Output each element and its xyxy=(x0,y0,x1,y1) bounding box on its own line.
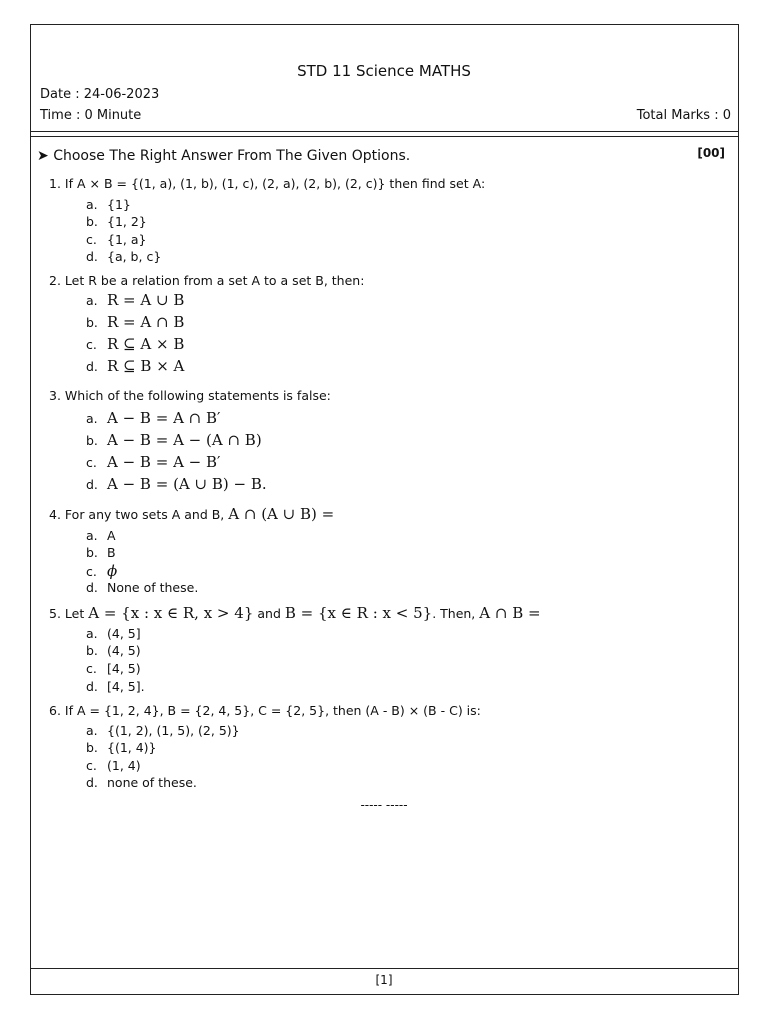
option xyxy=(86,313,184,331)
option-letter: c. xyxy=(86,455,97,470)
option-text: [4, 5]. xyxy=(107,679,145,694)
option xyxy=(86,626,141,641)
option-letter: c. xyxy=(86,337,97,352)
option xyxy=(86,580,198,595)
option-letter: c. xyxy=(86,661,97,676)
arrow-icon: ➤ xyxy=(37,148,49,164)
option-text: {a, b, c} xyxy=(107,249,162,264)
option xyxy=(86,335,184,353)
question-number: 6. xyxy=(49,703,61,718)
option xyxy=(86,232,146,247)
option-text: [4, 5) xyxy=(107,661,141,676)
footer-divider xyxy=(31,968,738,969)
option xyxy=(86,357,184,375)
question-number: 5. xyxy=(49,606,61,621)
option-text: (1, 4) xyxy=(107,758,141,773)
option-letter: b. xyxy=(86,433,98,448)
option xyxy=(86,758,141,773)
option-letter: d. xyxy=(86,359,98,374)
question-5 xyxy=(49,604,541,622)
option-letter: a. xyxy=(86,411,98,426)
section-marks: [00] xyxy=(697,146,725,160)
option xyxy=(86,562,117,580)
option-text: A − B = A − B′ xyxy=(107,453,221,471)
option-letter: d. xyxy=(86,249,98,264)
option xyxy=(86,409,220,427)
section-heading-text: Choose The Right Answer From The Given Options. xyxy=(53,148,411,164)
question-text: Which of the following statements is false: xyxy=(64,388,331,403)
option-text: (4, 5] xyxy=(107,626,141,641)
option-letter: a. xyxy=(86,723,98,738)
paper-title: STD 11 Science MATHS xyxy=(297,62,471,80)
question-math: B = {x ∈ R : x < 5} xyxy=(284,604,433,622)
option xyxy=(86,775,197,790)
end-marker: ----- ----- xyxy=(360,798,408,812)
option xyxy=(86,431,262,449)
option xyxy=(86,643,141,658)
question-text-part: . Then, xyxy=(432,606,476,621)
question-math: A = {x : x ∈ R, x > 4} xyxy=(88,604,254,622)
question-text: If A × B = {(1, a), (1, b), (1, c), (2, a), (2, b), (2, c)} then find set A: xyxy=(64,176,486,191)
option-letter: b. xyxy=(86,214,98,229)
option-letter: c. xyxy=(86,564,97,579)
option xyxy=(86,679,145,694)
header-divider-top xyxy=(31,131,738,132)
option-letter: d. xyxy=(86,679,98,694)
option-letter: c. xyxy=(86,758,97,773)
question-number: 4. xyxy=(49,507,61,522)
question-text-part: Let xyxy=(64,606,85,621)
option-text: R ⊆ A × B xyxy=(107,335,185,353)
option xyxy=(86,528,116,543)
option-text: None of these. xyxy=(107,580,199,595)
question-2 xyxy=(49,273,364,288)
option xyxy=(86,740,157,755)
option xyxy=(86,475,267,493)
question-4 xyxy=(49,505,334,523)
option-letter: a. xyxy=(86,528,98,543)
question-math: A ∩ (A ∪ B) = xyxy=(228,505,335,523)
option-text: ϕ xyxy=(107,562,118,580)
option-letter: d. xyxy=(86,477,98,492)
option-text: R ⊆ B × A xyxy=(107,357,185,375)
option xyxy=(86,214,147,229)
question-text: If A = {1, 2, 4}, B = {2, 4, 5}, C = {2, 5}, then (A - B) × (B - C) is: xyxy=(64,703,481,718)
question-text: For any two sets A and B, xyxy=(64,507,225,522)
question-text-part: and xyxy=(257,606,281,621)
option-text: {1, a} xyxy=(107,232,147,247)
option-letter: b. xyxy=(86,643,98,658)
option-text: A xyxy=(107,528,116,543)
option xyxy=(86,723,240,738)
option-letter: c. xyxy=(86,232,97,247)
exam-time: Time : 0 Minute xyxy=(40,108,142,123)
question-number: 1. xyxy=(49,176,61,191)
option xyxy=(86,453,220,471)
option-letter: b. xyxy=(86,315,98,330)
option-text: none of these. xyxy=(107,775,197,790)
question-number: 3. xyxy=(49,388,61,403)
question-math: A ∩ B = xyxy=(479,604,541,622)
option-letter: d. xyxy=(86,775,98,790)
option-letter: b. xyxy=(86,740,98,755)
option xyxy=(86,249,161,264)
header-divider-bottom xyxy=(31,136,738,137)
option-letter: a. xyxy=(86,626,98,641)
option-text: {(1, 4)} xyxy=(107,740,157,755)
option-letter: d. xyxy=(86,580,98,595)
option-text: R = A ∪ B xyxy=(107,291,185,309)
question-6 xyxy=(49,703,481,718)
option xyxy=(86,291,184,309)
section-heading xyxy=(37,148,410,164)
option xyxy=(86,197,131,212)
page-number: [1] xyxy=(375,973,393,987)
option xyxy=(86,545,116,560)
option-text: B xyxy=(107,545,116,560)
option-text: {1, 2} xyxy=(107,214,147,229)
option-text: A − B = A − (A ∩ B) xyxy=(107,431,262,449)
question-text: Let R be a relation from a set A to a set B, then: xyxy=(64,273,365,288)
question-1 xyxy=(49,176,485,191)
question-number: 2. xyxy=(49,273,61,288)
option xyxy=(86,661,141,676)
option-text: (4, 5) xyxy=(107,643,141,658)
option-text: {1} xyxy=(107,197,131,212)
option-text: A − B = (A ∪ B) − B. xyxy=(107,475,267,493)
question-3 xyxy=(49,388,331,403)
option-letter: a. xyxy=(86,293,98,308)
option-text: R = A ∩ B xyxy=(107,313,185,331)
exam-date: Date : 24-06-2023 xyxy=(40,87,160,102)
option-letter: a. xyxy=(86,197,98,212)
total-marks: Total Marks : 0 xyxy=(636,108,731,123)
option-text: {(1, 2), (1, 5), (2, 5)} xyxy=(107,723,240,738)
option-letter: b. xyxy=(86,545,98,560)
option-text: A − B = A ∩ B′ xyxy=(107,409,221,427)
